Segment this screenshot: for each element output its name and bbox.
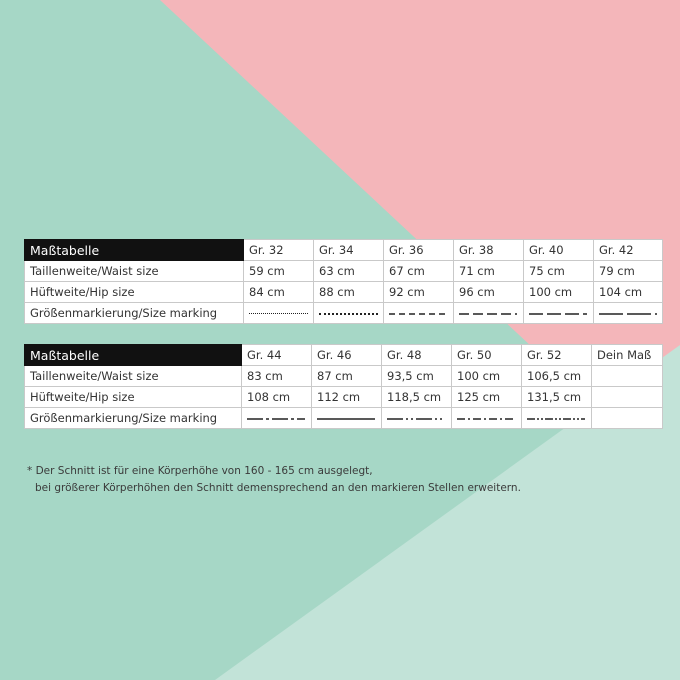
- row-label: Hüftweite/Hip size: [25, 387, 242, 408]
- hip-cell: 118,5 cm: [382, 387, 452, 408]
- size-header: Gr. 40: [524, 240, 594, 261]
- marking-cell: [314, 303, 384, 324]
- short-dash-line-icon: [389, 311, 447, 317]
- marking-cell: [242, 408, 312, 429]
- hip-cell: [592, 387, 663, 408]
- hip-cell: 104 cm: [594, 282, 663, 303]
- row-label: Größenmarkierung/Size marking: [25, 303, 244, 324]
- marking-cell: [452, 408, 522, 429]
- hip-cell: 92 cm: [384, 282, 454, 303]
- size-header: Dein Maß: [592, 345, 663, 366]
- waist-row: [25, 261, 663, 282]
- size-header: Gr. 38: [454, 240, 524, 261]
- hip-cell: 112 cm: [312, 387, 382, 408]
- marking-cell: [594, 303, 663, 324]
- size-table-1: [24, 239, 663, 324]
- hip-cell: 131,5 cm: [522, 387, 592, 408]
- waist-cell: 83 cm: [242, 366, 312, 387]
- hip-cell: 108 cm: [242, 387, 312, 408]
- marking-row: [25, 408, 663, 429]
- waist-cell: 100 cm: [452, 366, 522, 387]
- size-table-2: [24, 344, 663, 429]
- waist-cell: 79 cm: [594, 261, 663, 282]
- size-header: Gr. 44: [242, 345, 312, 366]
- size-header: Gr. 34: [314, 240, 384, 261]
- long-dash-2-line-icon: [599, 311, 657, 317]
- marking-cell-empty: [592, 408, 663, 429]
- long-dash-line-icon: [529, 311, 587, 317]
- size-header: Gr. 42: [594, 240, 663, 261]
- row-label: Größenmarkierung/Size marking: [25, 408, 242, 429]
- dash-double-dot-line-icon: [527, 416, 585, 422]
- size-header: Gr. 48: [382, 345, 452, 366]
- row-label: Taillenweite/Waist size: [25, 261, 244, 282]
- dash-dot-dot-line-icon: [387, 416, 445, 422]
- size-header: Gr. 46: [312, 345, 382, 366]
- hip-cell: 125 cm: [452, 387, 522, 408]
- marking-cell: [454, 303, 524, 324]
- marking-cell: [244, 303, 314, 324]
- fine-dotted-line-icon: [249, 313, 308, 314]
- waist-cell: [592, 366, 663, 387]
- hip-cell: 88 cm: [314, 282, 384, 303]
- solid-line-icon: [317, 416, 375, 422]
- footnote: [27, 463, 647, 497]
- footnote-line-1: * Der Schnitt ist für eine Körperhöhe von 160 - 165 cm ausgelegt,: [27, 465, 373, 477]
- waist-cell: 87 cm: [312, 366, 382, 387]
- hip-row: [25, 282, 663, 303]
- size-header: Gr. 36: [384, 240, 454, 261]
- size-header: Gr. 50: [452, 345, 522, 366]
- waist-cell: 63 cm: [314, 261, 384, 282]
- hip-cell: 84 cm: [244, 282, 314, 303]
- waist-cell: 75 cm: [524, 261, 594, 282]
- marking-cell: [382, 408, 452, 429]
- waist-cell: 93,5 cm: [382, 366, 452, 387]
- dash-line-icon: [459, 311, 517, 317]
- hip-cell: 100 cm: [524, 282, 594, 303]
- waist-cell: 71 cm: [454, 261, 524, 282]
- row-label: Hüftweite/Hip size: [25, 282, 244, 303]
- table-header-row: [25, 345, 663, 366]
- marking-cell: [384, 303, 454, 324]
- marking-cell: [524, 303, 594, 324]
- dash-dot-long-line-icon: [247, 416, 305, 422]
- hip-row: [25, 387, 663, 408]
- table-title: Maßtabelle: [25, 240, 244, 261]
- marking-cell: [522, 408, 592, 429]
- marking-row: [25, 303, 663, 324]
- size-header: Gr. 32: [244, 240, 314, 261]
- dash-dot-line-icon: [457, 416, 515, 422]
- footnote-line-2: bei größerer Körperhöhen den Schnitt demensprechend an den markieren Stellen erweitern.: [35, 482, 521, 494]
- dotted-line-icon: [319, 313, 378, 315]
- waist-row: [25, 366, 663, 387]
- size-header: Gr. 52: [522, 345, 592, 366]
- table-header-row: [25, 240, 663, 261]
- row-label: Taillenweite/Waist size: [25, 366, 242, 387]
- waist-cell: 106,5 cm: [522, 366, 592, 387]
- hip-cell: 96 cm: [454, 282, 524, 303]
- waist-cell: 67 cm: [384, 261, 454, 282]
- table-title: Maßtabelle: [25, 345, 242, 366]
- marking-cell: [312, 408, 382, 429]
- waist-cell: 59 cm: [244, 261, 314, 282]
